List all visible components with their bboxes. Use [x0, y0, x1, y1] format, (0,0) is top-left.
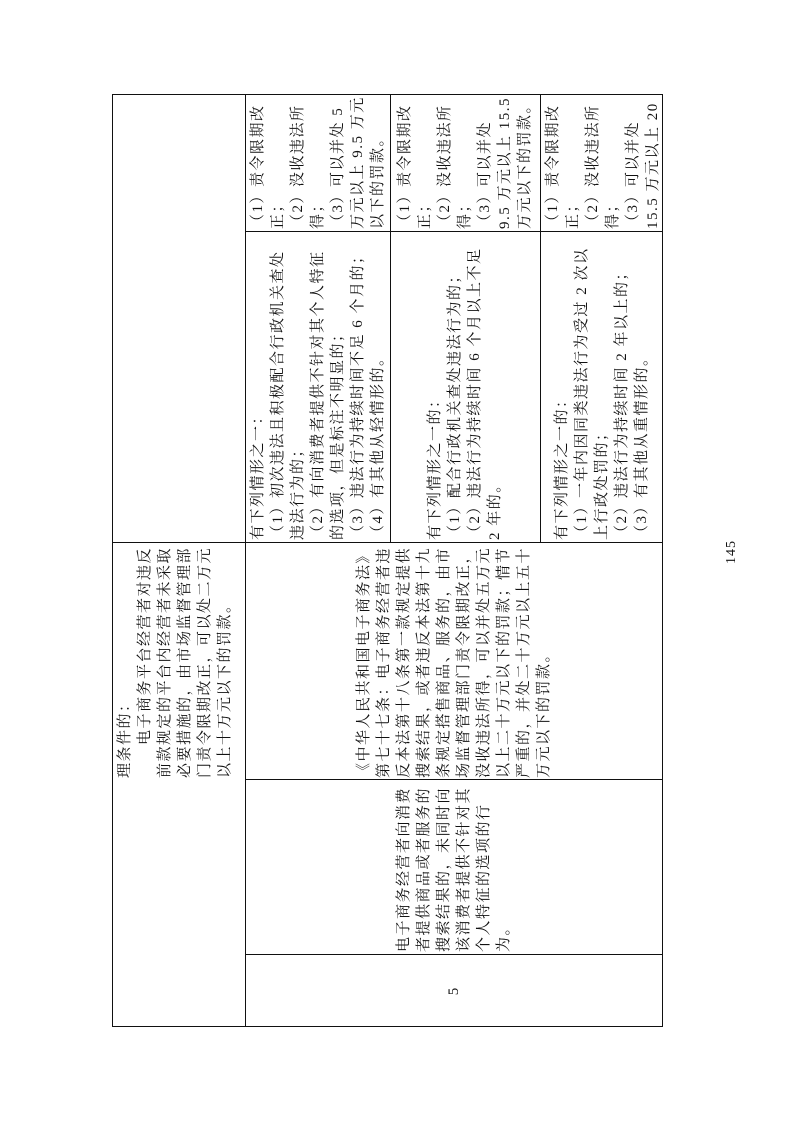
grid-line-col-situations: [245, 231, 663, 233]
cell-general-penalty: （1）责令限期改正； （2）没收违法所得； （3）可以并处 9.5 万元以上 15.5 万元以下的罚款。: [397, 91, 533, 229]
cell-general-situations: 有下列情形之一的： （1）配合行政机关查处违法行为的； （2）违法行为持续时间 6 个月以上不足 2 年的。: [427, 242, 503, 540]
cell-serial-number: 5: [446, 987, 462, 996]
cell-mitigating-situations: 有下列情形之一： （1）初次违法且积极配合行政机关查处违法行为的； （2）有向消费者提供不针对其个人特征的选项，但是标注不明显的； （3）违法行为持续时间不足 6 个月的； （4）有其他从轻情形的。: [250, 247, 386, 540]
cell-aggravating-penalty: （1）责令限期改正； （2）没收违法所得； （3）可以并处 15.5 万元以上 20: [545, 102, 661, 229]
penalty-discretion-table: [112, 91, 663, 1027]
cell-mitigating-penalty: （1）责令限期改正； （2）没收违法所得； （3）可以并处 5 万元以上 9.5 万元以下的罚款。: [250, 96, 386, 229]
grid-line-col-basis: [112, 542, 663, 544]
cell-illegal-conduct: 电子商务经营者向消费者提供商品或者服务的搜索结果的，未同时向该消费者提供不针对其个人特征的选项的行为。: [396, 786, 512, 952]
page-number: 145: [724, 540, 739, 564]
cell-aggravating-situations: 有下列情形之一的： （1）一年内因同类违法行为受过 2 次以上行政处罚的； （2）违法行为持续时间 2 年以上的； （3）有其他从重情形的。: [553, 247, 650, 540]
cell-legal-basis-continuation: 理条件的： 电子商务平台经营者对违反前款规定的平台内经营者未采取必要措施的，由市场监督管理部门责令限期改正，可以处二万元以上十万元以下的罚款。: [117, 546, 233, 778]
cell-legal-basis: 《中华人民共和国电子商务法》第七十七条：电子商务经营者违反本法第十八条第一款规定提供搜索结果，或者违反本法第十九条规定搭售商品、服务的，由市场监督管理部门责令限期改正，没收违法所得，可以并处五万元以上二十万元以下的罚款；情节严重的，并处二十万元以上五十万元以下的罚款。: [356, 546, 552, 778]
grid-line-col-conduct: [245, 779, 663, 781]
